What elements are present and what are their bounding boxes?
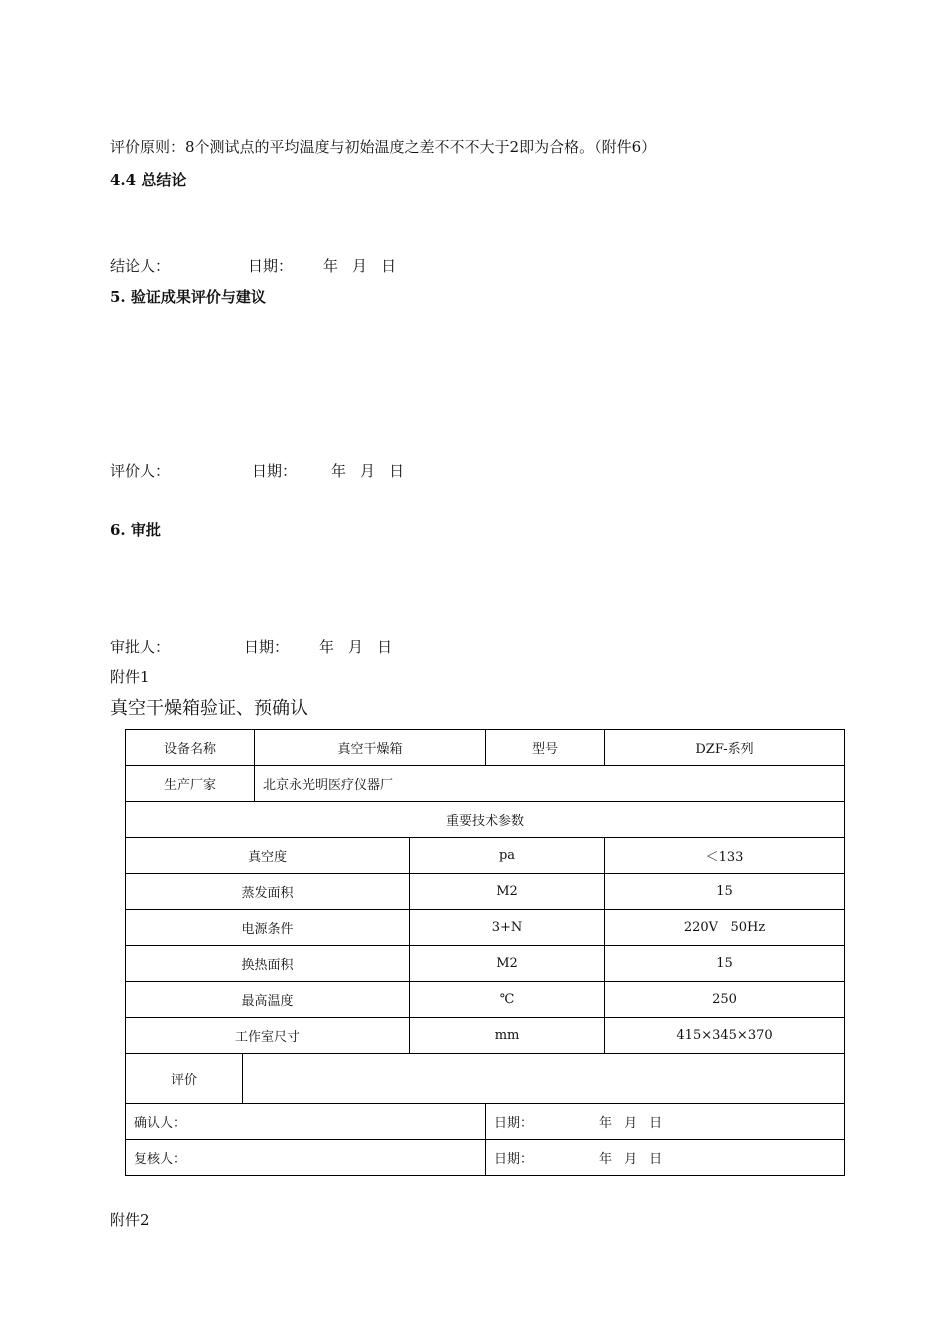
month-label: 月 xyxy=(352,257,368,275)
param-unit: M2 xyxy=(410,946,605,982)
day-label: 日 xyxy=(649,1116,663,1131)
date-label: 日期： xyxy=(494,1116,534,1131)
evaluation-field[interactable] xyxy=(243,1054,845,1104)
date-ymd xyxy=(323,257,410,275)
date-label: 日期： xyxy=(248,257,294,275)
evaluation-row xyxy=(126,1054,845,1104)
date-ymd xyxy=(319,638,406,656)
params-header: 重要技术参数 xyxy=(126,802,845,838)
signer-label: 评价人： xyxy=(110,462,171,480)
manufacturer-value: 北京永光明医疗仪器厂 xyxy=(255,766,845,802)
confirm-row xyxy=(126,1104,845,1140)
param-name: 换热面积 xyxy=(126,946,410,982)
reviewer-label: 复核人： xyxy=(126,1140,486,1176)
date-label: 日期： xyxy=(494,1152,534,1167)
signer-label: 结论人： xyxy=(110,257,171,275)
param-row xyxy=(126,946,845,982)
param-value: 220V 50Hz xyxy=(605,910,845,946)
year-label: 年 xyxy=(319,638,335,656)
param-unit: 3+N xyxy=(410,910,605,946)
day-label: 日 xyxy=(377,638,393,656)
param-row xyxy=(126,982,845,1018)
month-label: 月 xyxy=(348,638,364,656)
day-label: 日 xyxy=(381,257,397,275)
table-row xyxy=(126,730,845,766)
attachment-1-label: 附件1 xyxy=(110,668,150,686)
signer-label: 审批人： xyxy=(110,638,171,656)
section-6-heading: 6. 审批 xyxy=(110,521,161,539)
year-label: 年 xyxy=(599,1116,613,1131)
param-name: 工作室尺寸 xyxy=(126,1018,410,1054)
param-unit: pa xyxy=(410,838,605,874)
section-5-signature xyxy=(110,461,418,481)
section-5-heading: 5. 验证成果评价与建议 xyxy=(110,288,266,306)
param-name: 蒸发面积 xyxy=(126,874,410,910)
param-row xyxy=(126,1018,845,1054)
param-name: 真空度 xyxy=(126,838,410,874)
param-row xyxy=(126,910,845,946)
param-value: 15 xyxy=(605,874,845,910)
param-value: ＜133 xyxy=(605,838,845,874)
month-label: 月 xyxy=(624,1152,638,1167)
table-row xyxy=(126,802,845,838)
model-label: 型号 xyxy=(486,730,605,766)
review-date xyxy=(486,1140,845,1176)
date-ymd xyxy=(331,462,418,480)
param-row xyxy=(126,838,845,874)
section-6-signature xyxy=(110,637,406,657)
date-label: 日期： xyxy=(252,462,298,480)
section-4-4-signature xyxy=(110,256,410,276)
equipment-table xyxy=(125,729,845,1176)
attachment-1-title: 真空干燥箱验证、预确认 xyxy=(110,698,308,719)
confirmer-label: 确认人： xyxy=(126,1104,486,1140)
equipment-name-label: 设备名称 xyxy=(126,730,255,766)
evaluation-principle: 评价原则：8个测试点的平均温度与初始温度之差不不不大于2即为合格。（附件6） xyxy=(110,138,657,156)
section-4-4-heading: 4.4 总结论 xyxy=(110,171,187,189)
day-label: 日 xyxy=(389,462,405,480)
year-label: 年 xyxy=(599,1152,613,1167)
month-label: 月 xyxy=(360,462,376,480)
month-label: 月 xyxy=(624,1116,638,1131)
day-label: 日 xyxy=(649,1152,663,1167)
param-row xyxy=(126,874,845,910)
manufacturer-label: 生产厂家 xyxy=(126,766,255,802)
param-name: 电源条件 xyxy=(126,910,410,946)
param-value: 15 xyxy=(605,946,845,982)
param-name: 最高温度 xyxy=(126,982,410,1018)
review-row xyxy=(126,1140,845,1176)
param-value: 250 xyxy=(605,982,845,1018)
attachment-2-label: 附件2 xyxy=(110,1211,150,1229)
param-unit: M2 xyxy=(410,874,605,910)
table-row xyxy=(126,766,845,802)
evaluation-label: 评价 xyxy=(126,1054,243,1104)
date-label: 日期： xyxy=(244,638,290,656)
param-unit: ℃ xyxy=(410,982,605,1018)
param-unit: mm xyxy=(410,1018,605,1054)
year-label: 年 xyxy=(323,257,339,275)
param-value: 415×345×370 xyxy=(605,1018,845,1054)
equipment-name-value: 真空干燥箱 xyxy=(255,730,486,766)
year-label: 年 xyxy=(331,462,347,480)
confirm-date xyxy=(486,1104,845,1140)
model-value: DZF-系列 xyxy=(605,730,845,766)
